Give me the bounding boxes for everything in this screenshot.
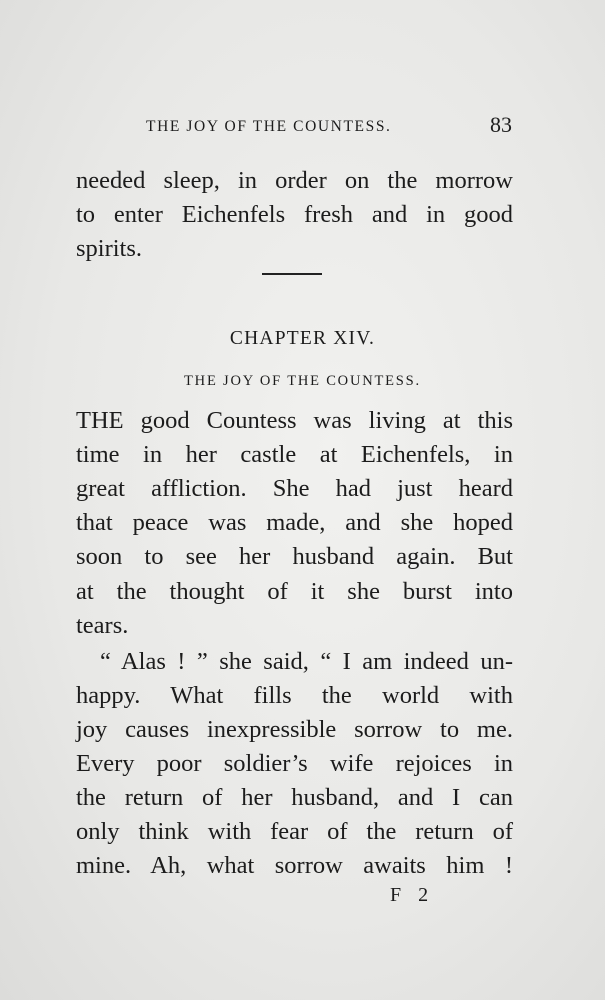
text-line: great affliction. She had just heard [76, 475, 513, 502]
page-number: 83 [490, 112, 512, 137]
text-line: spirits. [76, 235, 143, 262]
running-head-title: THE JOY OF THE COUNTESS. [146, 118, 392, 135]
text-line: mine. Ah, what sorrow awaits him ! [76, 852, 513, 879]
text-line: that peace was made, and she hoped [76, 509, 513, 536]
text-line: to enter Eichenfels fresh and in good [76, 201, 513, 228]
running-head [146, 112, 516, 142]
text-line: needed sleep, in order on the morrow [76, 167, 513, 194]
text-line: joy causes inexpressible sorrow to me. [76, 716, 513, 743]
text-line: THE good Countess was living at this [76, 407, 513, 434]
text-line: time in her castle at Eichenfels, in [76, 441, 513, 468]
chapter-heading: CHAPTER XIV. [229, 328, 376, 349]
signature-mark: F 2 [390, 884, 435, 906]
text-line: happy. What fills the world with [76, 682, 513, 709]
text-line: at the thought of it she burst into [76, 578, 513, 605]
text-line: “ Alas ! ” she said, “ I am indeed un- [100, 648, 513, 675]
chapter-subtitle: THE JOY OF THE COUNTESS. [184, 373, 421, 389]
text-line: Every poor soldier’s wife rejoices in [76, 750, 513, 777]
text-line: soon to see her husband again. But [76, 543, 513, 570]
text-line: tears. [76, 612, 129, 639]
text-line: the return of her husband, and I can [76, 784, 513, 811]
text-line: only think with fear of the return of [76, 818, 513, 845]
section-divider-rule [262, 273, 322, 275]
